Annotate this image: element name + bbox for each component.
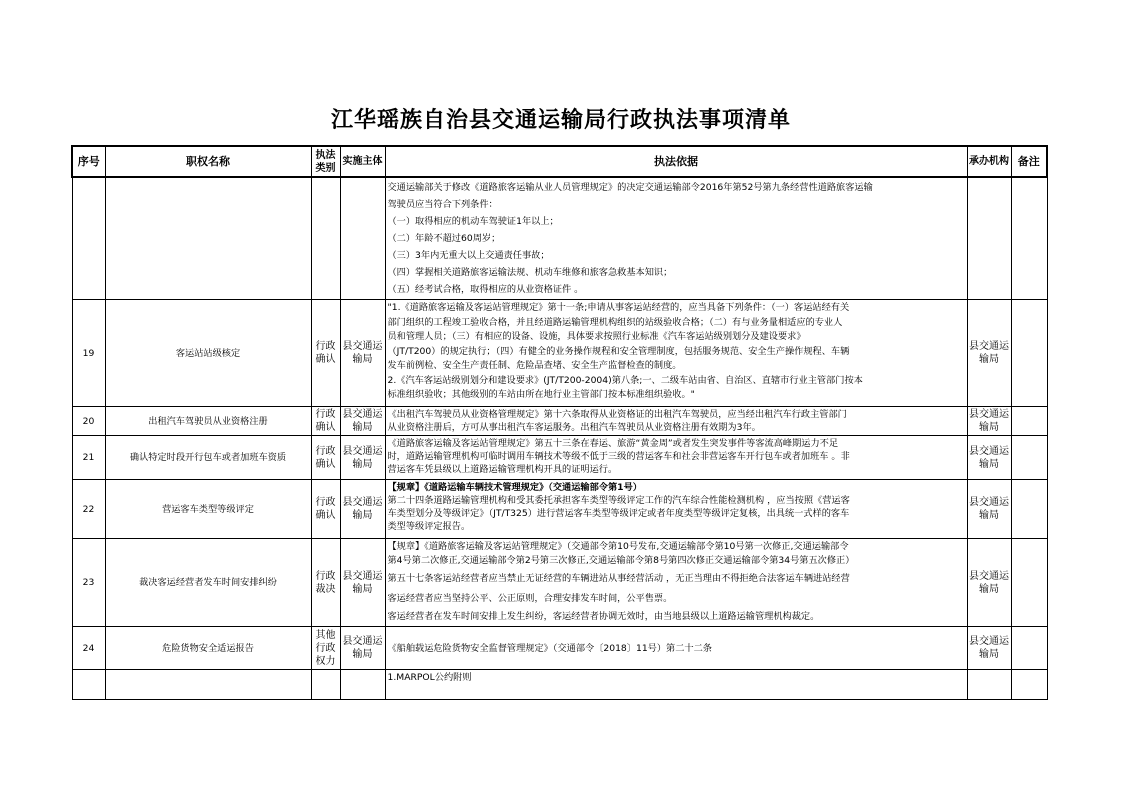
cell-basis [385, 436, 967, 480]
cell-name: 营运客车类型等级评定 [105, 480, 311, 539]
basis-line: 《出租汽车驾驶员从业资格管理规定》第十六条取得从业资格证的出租汽车驾驶员，应当经出租汽车行政主管部门 [387, 409, 847, 420]
cell-remark [1011, 407, 1047, 436]
cell-name [105, 670, 311, 700]
table-row [72, 407, 1047, 436]
basis-line: 【规章】《道路运输车辆技术管理规定》（交通运输部令第1号） [387, 482, 642, 493]
cell-basis [385, 670, 967, 700]
cell-remark [1011, 436, 1047, 480]
cell-name [105, 177, 311, 300]
cell-basis [385, 177, 967, 300]
cell-subject: 县交通运输局 [340, 627, 385, 670]
cell-basis [385, 407, 967, 436]
cell-name: 客运站站级核定 [105, 300, 311, 407]
cell-subject: 县交通运输局 [340, 539, 385, 627]
cell-remark [1011, 627, 1047, 670]
basis-line: 客运经营者在发车时间安排上发生纠纷，客运经营者协调无效时，由当地县级以上道路运输管理机构裁定。 [387, 611, 820, 622]
basis-line: 第二十四条道路运输管理机构和受其委托承担客车类型等级评定工作的汽车综合性能检测机构 ，应当按照《营运客 [387, 495, 850, 506]
basis-line: 营运客车凭县级以上道路运输管理机构开具的证明运行。 [387, 464, 618, 475]
cell-org: 县交通运输局 [967, 480, 1011, 539]
cell-no [72, 670, 105, 700]
basis-line: 车类型划分及等级评定》（JT/T325）进行营运客车类型等级评定或者年度类型等级评定复核，出具统一式样的客车 [387, 508, 850, 519]
cell-no: 20 [72, 407, 105, 436]
basis-line: 类型等级评定报告。 [387, 521, 471, 532]
basis-line: 时，道路运输管理机构可临时调用车辆技术等级不低于三级的营运客车和社会非营运客车开行包车或者加班车 。非 [387, 451, 850, 462]
cell-type [311, 177, 340, 300]
cell-no: 23 [72, 539, 105, 627]
cell-org: 县交通运输局 [967, 627, 1011, 670]
cell-name: 裁决客运经营者发车时间安排纠纷 [105, 539, 311, 627]
cell-subject [340, 670, 385, 700]
basis-line: 1.MARPOL公约附则 [387, 672, 472, 683]
cell-subject [340, 177, 385, 300]
header-row [72, 146, 1047, 177]
cell-no: 19 [72, 300, 105, 407]
cell-basis [385, 627, 967, 670]
cell-remark [1011, 670, 1047, 700]
basis-line: 发车前例检、安全生产责任制、危险品查堵、安全生产监督检查的制度。 [387, 360, 682, 371]
table-row [72, 627, 1047, 670]
basis-line: （五）经考试合格，取得相应的从业资格证件 。 [387, 284, 584, 295]
cell-subject: 县交通运输局 [340, 407, 385, 436]
basis-line: （三）3年内无重大以上交通责任事故； [387, 250, 550, 261]
header-remark: 备注 [1011, 146, 1047, 177]
page-title: 江华瑶族自治县交通运输局行政执法事项清单 [330, 107, 791, 133]
cell-type: 行政确认 [311, 407, 340, 436]
cell-remark [1011, 480, 1047, 539]
header-org: 承办机构 [967, 146, 1011, 177]
header-basis: 执法依据 [385, 146, 967, 177]
basis-line: 2.《汽车客运站级别划分和建设要求》(JT/T200-2004)第八条;一、二级车站由省、自治区、直辖市行业主管部门按本 [387, 374, 863, 386]
basis-line: 第4号第二次修正,交通运输部令第2号第三次修正,交通运输部令第8号第四次修正交通运输部令第34号第五次修正） [387, 555, 855, 566]
cell-type: 行政确认 [311, 480, 340, 539]
basis-line: （JT/T200）的规定执行；（四）有健全的业务操作规程和安全管理制度，包括服务规范、安全生产操作规程、车辆 [387, 345, 850, 357]
basis-line: 从业资格注册后，方可从事出租汽车客运服务。出租汽车驾驶员从业资格注册有效期为3年。 [387, 422, 761, 433]
cell-remark [1011, 177, 1047, 300]
table-row [72, 480, 1047, 539]
cell-basis [385, 300, 967, 407]
enforcement-table [71, 145, 1048, 700]
cell-org: 县交通运输局 [967, 436, 1011, 480]
basis-line: 驾驶员应当符合下列条件： [387, 199, 498, 210]
basis-line: 客运经营者应当坚持公平、公正原则，合理安排发车时间，公平售票。 [387, 593, 673, 604]
cell-org [967, 670, 1011, 700]
cell-remark [1011, 539, 1047, 627]
cell-org [967, 177, 1011, 300]
cell-type: 行政确认 [311, 300, 340, 407]
basis-line: 《道路旅客运输及客运站管理规定》第五十三条在春运、旅游“黄金周”或者发生突发事件等客流高峰期运力不足 [387, 438, 839, 449]
table-row [72, 177, 1047, 300]
basis-line: 【规章】《道路旅客运输及客运站管理规定》（交通部令第10号发布,交通运输部令第10号第一次修正,交通运输部令 [387, 541, 849, 552]
cell-no: 22 [72, 480, 105, 539]
cell-org: 县交通运输局 [967, 407, 1011, 436]
table-row [72, 300, 1047, 407]
cell-subject: 县交通运输局 [340, 436, 385, 480]
basis-line: 《船舶载运危险货物安全监督管理规定》（交通部令〔2018〕11号）第二十二条 [387, 642, 712, 654]
cell-org: 县交通运输局 [967, 300, 1011, 407]
cell-type: 行政确认 [311, 436, 340, 480]
cell-remark [1011, 300, 1047, 407]
table-row [72, 670, 1047, 700]
cell-type: 行政裁决 [311, 539, 340, 627]
basis-line: 第五十七条客运站经营者应当禁止无证经营的车辆进站从事经营活动 ，无正当理由不得拒绝合法客运车辆进站经营 [387, 573, 850, 584]
header-no: 序号 [72, 146, 105, 177]
cell-basis [385, 539, 967, 627]
basis-line: "1.《道路旅客运输及客运站管理规定》第十一条;申请从事客运站经营的，应当具备下列条件：（一）客运站经有关 [387, 302, 850, 313]
table-row [72, 436, 1047, 480]
header-type: 执法类别 [311, 146, 340, 177]
basis-line: 员和管理人员；（三）有相应的设备、设施，具体要求按照行业标准《汽车客运站级别划分及建设要求》 [387, 331, 806, 342]
cell-no [72, 177, 105, 300]
basis-line: （四）掌握相关道路旅客运输法规、机动车维修和旅客急救基本知识； [387, 267, 673, 278]
cell-basis [385, 480, 967, 539]
cell-type: 其他行政权力 [311, 627, 340, 670]
cell-type [311, 670, 340, 700]
basis-line: （二）年龄不超过60周岁； [387, 233, 501, 244]
table-row [72, 539, 1047, 627]
header-name: 职权名称 [105, 146, 311, 177]
cell-subject: 县交通运输局 [340, 480, 385, 539]
cell-subject: 县交通运输局 [340, 300, 385, 407]
cell-no: 21 [72, 436, 105, 480]
basis-line: 标准组织验收；其他级别的车站由所在地行业主管部门按本标准组织验收。" [387, 389, 695, 400]
cell-no: 24 [72, 627, 105, 670]
cell-name: 出租汽车驾驶员从业资格注册 [105, 407, 311, 436]
basis-line: 交通运输部关于修改《道路旅客运输从业人员管理规定》的决定交通运输部令2016年第52号第九条经营性道路旅客运输 [387, 182, 873, 193]
cell-name: 确认特定时段开行包车或者加班车资质 [105, 436, 311, 480]
basis-line: 部门组织的工程竣工验收合格，并且经道路运输管理机构组织的站级验收合格；（二）有与业务量相适应的专业人 [387, 316, 843, 328]
header-subject: 实施主体 [340, 146, 385, 177]
cell-org: 县交通运输局 [967, 539, 1011, 627]
cell-name: 危险货物安全适运报告 [105, 627, 311, 670]
basis-line: （一）取得相应的机动车驾驶证1年以上； [387, 216, 559, 227]
